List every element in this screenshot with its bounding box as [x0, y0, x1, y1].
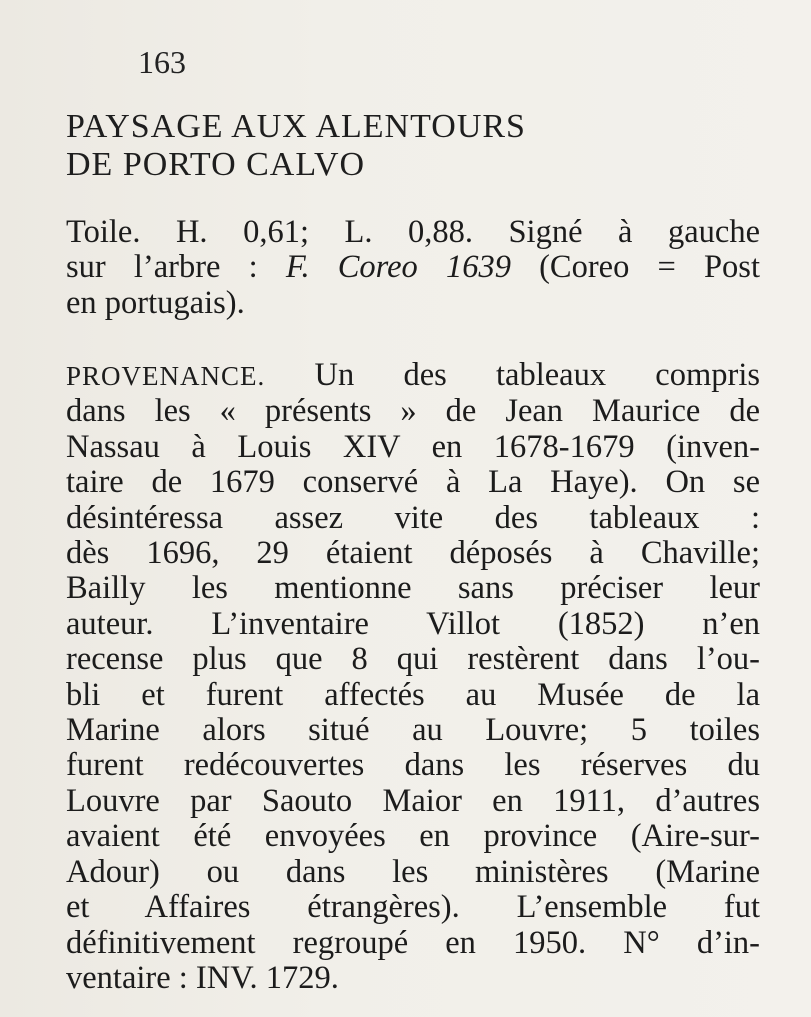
- description-paragraph: [66, 215, 760, 321]
- provenance-line: et Affaires étrangères). L’ensemble fut: [66, 889, 760, 926]
- provenance-label: PROVENANCE.: [66, 361, 266, 391]
- provenance-line: Louvre par Saouto Maior en 1911, d’autres: [66, 782, 760, 819]
- entry-title: [66, 108, 526, 184]
- provenance-line: recense plus que 8 qui restèrent dans l’ou-: [66, 641, 760, 678]
- provenance-line: dans les « présents » de Jean Maurice de: [66, 393, 760, 430]
- provenance-line: bli et furent affectés au Musée de la: [66, 676, 760, 713]
- provenance-line: dès 1696, 29 étaient déposés à Chaville;: [66, 535, 760, 572]
- page-number: 163: [138, 44, 186, 80]
- provenance-line: Bailly les mentionne sans préciser leur: [66, 570, 760, 607]
- provenance-line: Adour) ou dans les ministères (Marine: [66, 853, 760, 890]
- provenance-line: avaient été envoyées en province (Aire-sur-: [66, 818, 760, 855]
- entry-title-line: DE PORTO CALVO: [66, 146, 366, 183]
- provenance-line: Marine alors situé au Louvre; 5 toiles: [66, 712, 760, 749]
- entry-title-line: PAYSAGE AUX ALENTOURS: [66, 108, 526, 145]
- description-line: [66, 250, 760, 285]
- provenance-line: auteur. L’inventaire Villot (1852) n’en: [66, 605, 760, 642]
- provenance-line: Nassau à Louis XIV en 1678-1679 (inven-: [66, 428, 760, 465]
- provenance-line: taire de 1679 conservé à La Haye). On se: [66, 464, 760, 501]
- provenance-text: Un des tableaux compris: [314, 357, 760, 393]
- description-line: Toile. H. 0,61; L. 0,88. Signé à gauche: [66, 214, 760, 250]
- description-text: (Coreo = Post: [539, 249, 760, 286]
- provenance-line: définitivement regroupé en 1950. N° d’in-: [66, 924, 760, 961]
- provenance-line: furent redécouvertes dans les réserves du: [66, 747, 760, 784]
- provenance-paragraph: [66, 358, 760, 996]
- description-line: en portugais).: [66, 284, 245, 321]
- provenance-line: désintéressa assez vite des tableaux :: [66, 499, 760, 536]
- signature-name: F. Coreo: [285, 249, 418, 286]
- provenance-line: ventaire : INV. 1729.: [66, 959, 339, 996]
- signature-date: 1639: [445, 249, 511, 286]
- description-text: sur l’arbre :: [66, 249, 286, 286]
- provenance-line: [66, 358, 760, 394]
